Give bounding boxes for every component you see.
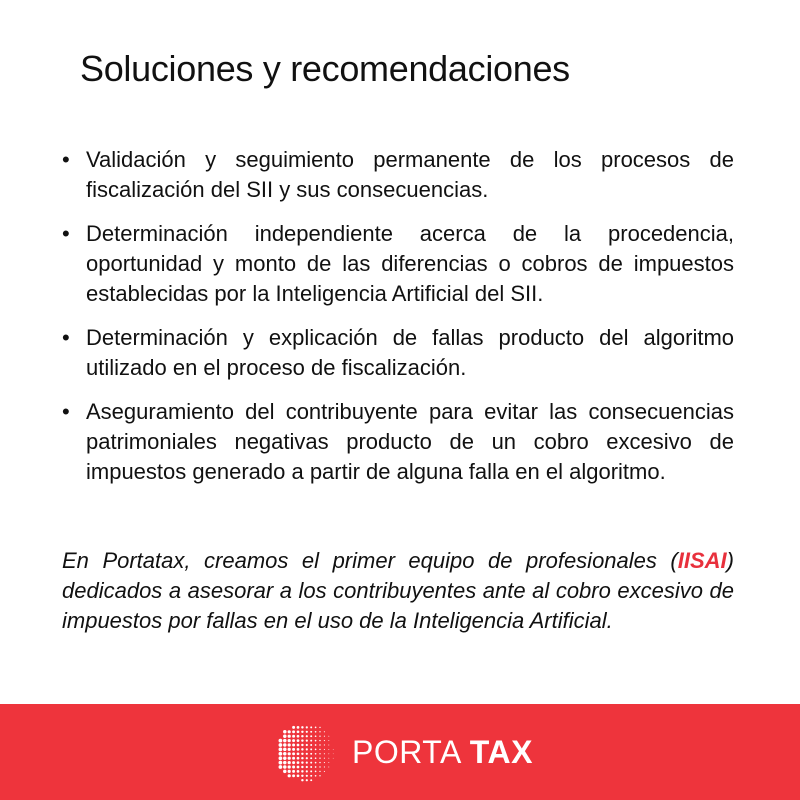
logo-dot [292,770,295,773]
logo-dot [324,766,325,767]
brand-name [352,734,533,771]
logo-dot [315,771,317,773]
logo-dot [328,749,329,750]
logo-dot [306,762,308,764]
logo-dot [288,735,291,738]
logo-dot [310,762,312,764]
logo-dot [288,752,291,755]
iisai-highlight: IISAI [677,548,727,573]
logo-dot [315,762,317,764]
logo-dot [283,756,286,759]
logo-dot [306,753,308,755]
logo-dot [292,730,295,733]
logo-dot [328,736,329,737]
logo-dot [328,753,329,754]
logo-dot [283,765,286,768]
logo-dot [328,767,329,768]
logo-dot [319,775,320,776]
logo-dot [324,758,325,759]
logo-dot [283,752,286,755]
logo-dot [319,735,320,736]
logo-dot [315,744,317,746]
logo-dot [315,740,317,742]
logo-dot [288,757,291,760]
logo-dot [297,774,300,777]
bullet-text: Determinación y explicación de fallas producto del algoritmo utilizado en el proceso de fiscalización. [86,325,734,380]
logo-dot [306,744,308,746]
logo-dot [292,774,295,777]
logo-dot [333,758,334,759]
brand-logo [274,722,533,782]
list-item [62,219,734,309]
logo-dot [319,762,320,763]
logo-dot [283,761,286,764]
logo-dot [310,744,312,746]
logo-dot [333,753,334,754]
logo-dot [279,739,283,743]
logo-dot [297,744,300,747]
logo-dot [301,726,303,728]
footer-banner [0,704,800,800]
bullet-icon: • [62,221,70,246]
logo-dot [324,749,325,750]
logo-dot [301,753,303,755]
logo-dot [301,770,303,772]
logo-dot [301,761,303,763]
logo-dot [324,740,325,741]
logo-dot [315,753,317,755]
logo-dot [301,744,303,746]
bullet-icon: • [62,325,70,350]
list-item [62,145,734,205]
logo-dot [324,753,325,754]
logo-dot [306,770,308,772]
logo-dot [324,771,325,772]
logo-dot [319,757,320,758]
logo-dot [283,730,286,733]
logo-dot [279,756,283,760]
logo-dot [288,761,291,764]
logo-dot [279,752,283,756]
logo-dot [297,761,300,764]
logo-dot [310,770,312,772]
logo-dot [306,731,308,733]
logo-dot [301,766,303,768]
list-item [62,397,734,487]
logo-dot [283,734,286,737]
logo-dot [324,736,325,737]
logo-dot [301,775,303,777]
logo-dot [301,739,303,741]
logo-dot [319,740,320,741]
logo-dot [297,766,300,769]
bullet-icon: • [62,399,70,424]
logo-dot [324,744,325,745]
logo-dot [283,748,286,751]
logo-dot [292,752,295,755]
logo-dot [301,748,303,750]
logo-dot [288,765,291,768]
logo-dot [297,739,300,742]
logo-dot [292,748,295,751]
bullet-text: Validación y seguimiento permanente de los procesos de fiscalización del SII y sus consecuencias. [86,147,734,202]
logo-dot [292,744,295,747]
logo-dot [301,757,303,759]
logo-dot [306,779,308,781]
logo-dot [288,770,291,773]
logo-dot [288,739,291,742]
logo-dot [319,753,320,754]
logo-dot [306,757,308,759]
logo-dot [328,740,329,741]
logo-dot [319,731,320,732]
brand-name-porta: PORTA [352,733,462,770]
logo-dot [279,761,283,765]
logo-dot [310,753,312,755]
bullet-icon: • [62,147,70,172]
logo-dot [310,757,312,759]
logo-dot [297,770,300,773]
logo-dot [310,740,312,742]
list-item [62,323,734,383]
logo-dot [279,765,283,769]
logo-dot [319,727,320,728]
logo-dot [283,770,286,773]
closing-text-after: ) dedicados a asesorar a los contribuyentes ante al cobro excesivo de impuestos por fallas en el uso de la Inteligencia Artificial. [62,548,734,633]
logo-dot [315,766,317,768]
bullet-list [62,145,734,501]
logo-dot [319,771,320,772]
logo-dot [310,766,312,768]
logo-dot [306,748,308,750]
logo-dot [310,775,312,777]
logo-dot [297,752,300,755]
logo-dot [297,726,300,729]
logo-dot [319,766,320,767]
logo-dot [315,727,317,729]
logo-dot [288,730,291,733]
logo-dot [310,726,312,728]
logo-dot [301,731,303,733]
logo-dot [310,731,312,733]
logo-dot [315,731,317,733]
logo-dot [279,748,283,752]
logo-dot [328,745,329,746]
logo-dot [315,735,317,737]
logo-dot [283,743,286,746]
logo-dot [279,743,283,747]
logo-dot [292,766,295,769]
logo-dot [328,758,329,759]
logo-dot [288,743,291,746]
logo-dot [292,757,295,760]
logo-dot [288,748,291,751]
logo-dot [306,726,308,728]
logo-dot [306,766,308,768]
logo-dot [310,748,312,750]
logo-dot [319,749,320,750]
brand-name-tax: TAX [469,733,533,770]
logo-dot [301,779,303,781]
logo-dot [297,730,300,733]
logo-dot [292,761,295,764]
logo-dot [288,774,291,777]
logo-dot [297,735,300,738]
logo-dot [310,779,312,781]
logo-dot [292,726,295,729]
logo-dot [315,775,317,777]
logo-dot [306,735,308,737]
logo-dot [306,740,308,742]
slide-title: Soluciones y recomendaciones [80,48,570,89]
logo-dot [301,735,303,737]
closing-text-before: En Portatax, creamos el primer equipo de profesionales ( [62,548,678,573]
logo-dot [292,739,295,742]
logo-dot [297,748,300,751]
logo-dot [315,757,317,759]
logo-dot [328,762,329,763]
logo-dot [292,735,295,738]
logo-dot [324,762,325,763]
bullet-text: Determinación independiente acerca de la procedencia, oportunidad y monto de las diferencias o cobros de impuestos establecidas por la Inteligencia Artificial del SII. [86,221,734,306]
logo-dot [306,775,308,777]
logo-dot [283,739,286,742]
bullet-text: Aseguramiento del contribuyente para evitar las consecuencias patrimoniales negativas producto de un cobro excesivo de impuestos generado a partir de alguna falla en el algoritmo. [86,399,734,484]
logo-dot [315,749,317,751]
logo-dot [333,749,334,750]
logo-dot [297,757,300,760]
halftone-dot-circle-icon [274,721,336,783]
logo-dot [324,731,325,732]
logo-dot [319,744,320,745]
logo-dot [310,735,312,737]
closing-statement [62,546,734,636]
